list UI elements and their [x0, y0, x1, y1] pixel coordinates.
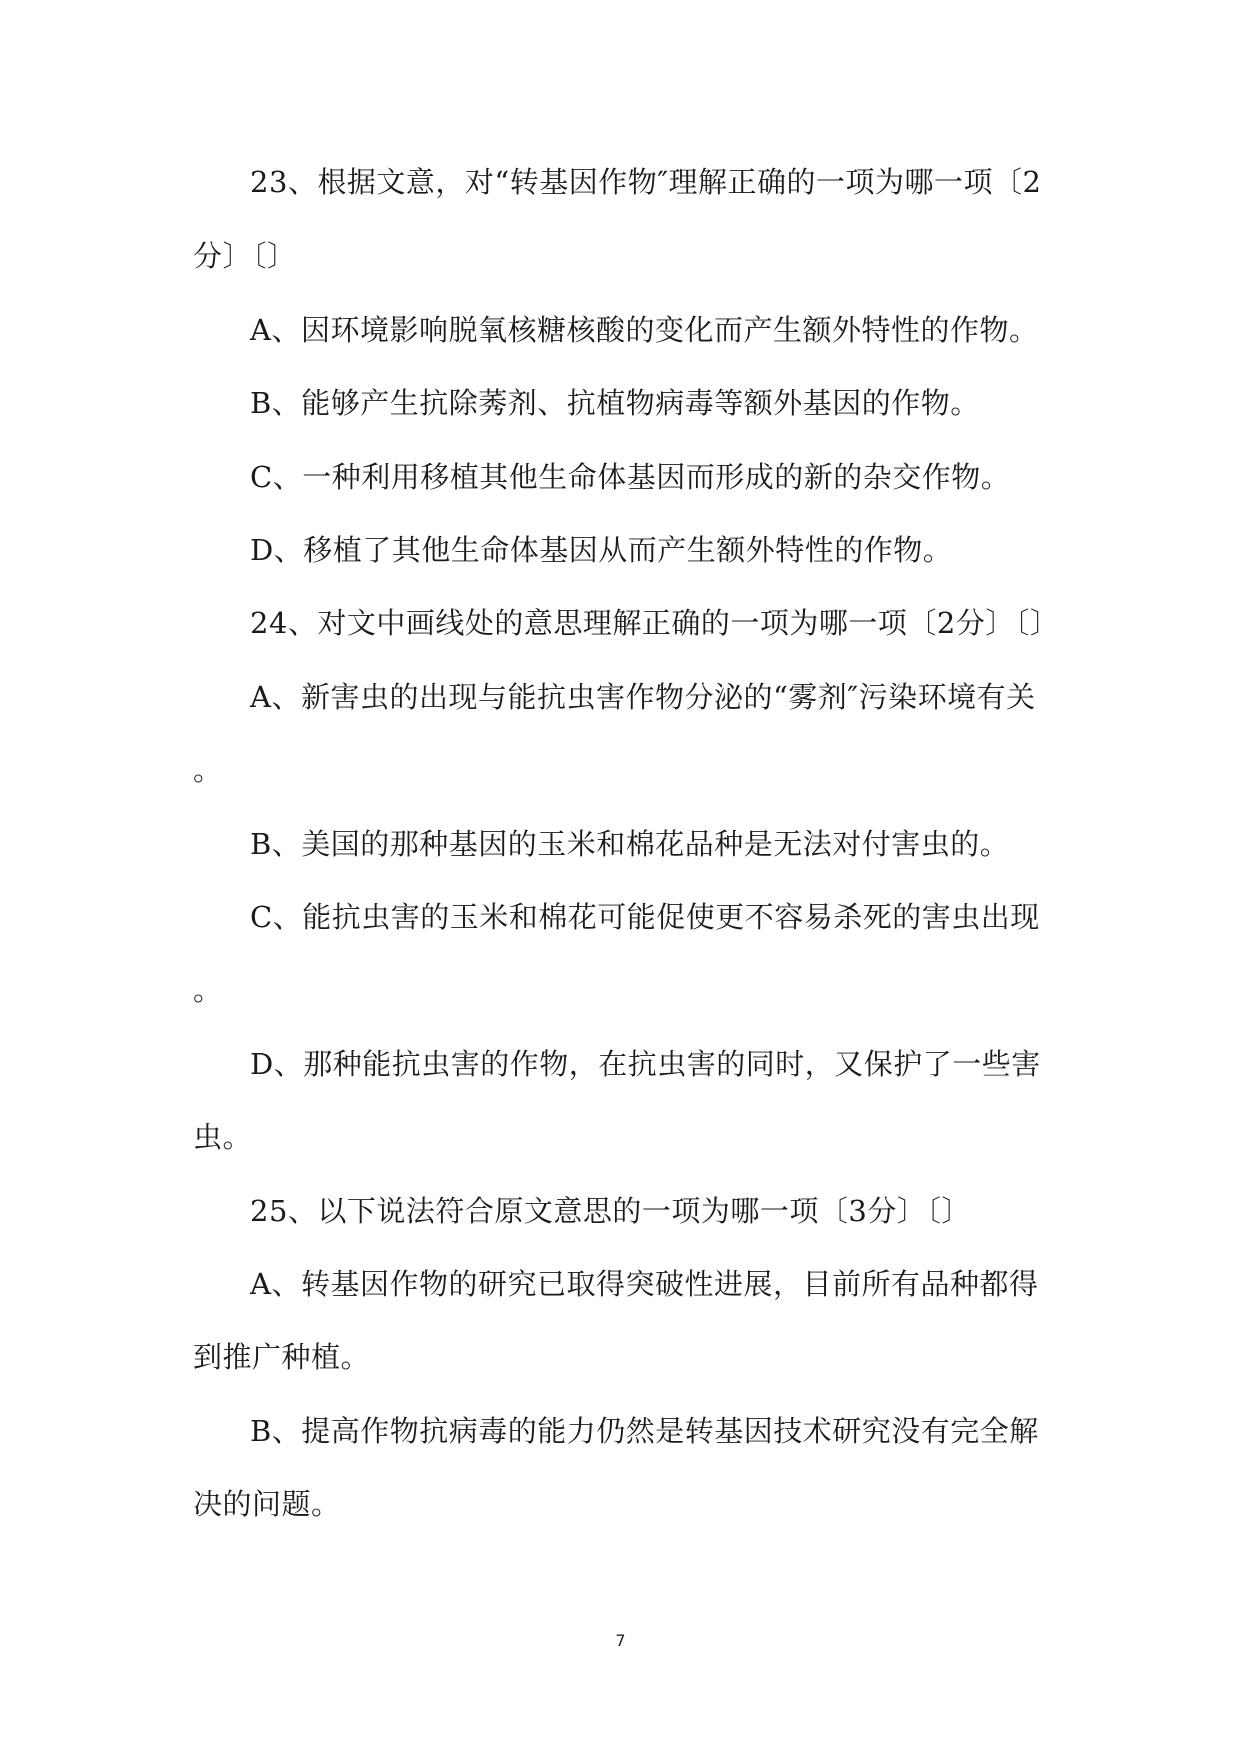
question-23-option-a: A、因环境影响脱氧核糖核酸的变化而产生额外特性的作物。	[250, 313, 1039, 347]
question-24-stem: 24、对文中画线处的意思理解正确的一项为哪一项〔2分〕〔〕	[250, 606, 1060, 640]
question-25-option-a-continued: 到推广种植。	[193, 1340, 371, 1374]
question-23-option-b: B、能够产生抗除莠剂、抗植物病毒等额外基因的作物。	[250, 386, 980, 420]
question-25-option-b-continued: 决的问题。	[193, 1487, 341, 1521]
question-23-option-c: C、一种利用移植其他生命体基因而形成的新的杂交作物。	[250, 460, 1011, 494]
question-24-option-d-continued: 虫。	[193, 1120, 253, 1154]
question-25-stem: 25、以下说法符合原文意思的一项为哪一项〔3分〕〔〕	[250, 1194, 971, 1228]
question-24-option-b: B、美国的那种基因的玉米和棉花品种是无法对付害虫的。	[250, 827, 1010, 861]
question-25-option-a: A、转基因作物的研究已取得突破性进展，目前所有品种都得	[250, 1267, 1039, 1301]
question-23-option-d: D、移植了其他生命体基因从而产生额外特性的作物。	[250, 533, 953, 567]
question-24-option-d: D、那种能抗虫害的作物，在抗虫害的同时，又保护了一些害	[250, 1047, 1041, 1081]
question-24-option-a: A、新害虫的出现与能抗虫害作物分泌的“雾剂″污染环境有关	[250, 680, 1036, 714]
question-25-option-b: B、提高作物抗病毒的能力仍然是转基因技术研究没有完全解	[250, 1414, 1039, 1448]
page-number: 7	[615, 1631, 626, 1650]
question-24-option-c-continued: 。	[193, 973, 223, 1007]
question-24-option-a-continued: 。	[193, 753, 223, 787]
question-24-option-c: C、能抗虫害的玉米和棉花可能促使更不容易杀死的害虫出现	[250, 900, 1040, 934]
question-23-stem-continued: 分〕〔〕	[193, 239, 297, 273]
question-23-stem: 23、根据文意，对“转基因作物″理解正确的一项为哪一项〔2	[250, 165, 1042, 199]
